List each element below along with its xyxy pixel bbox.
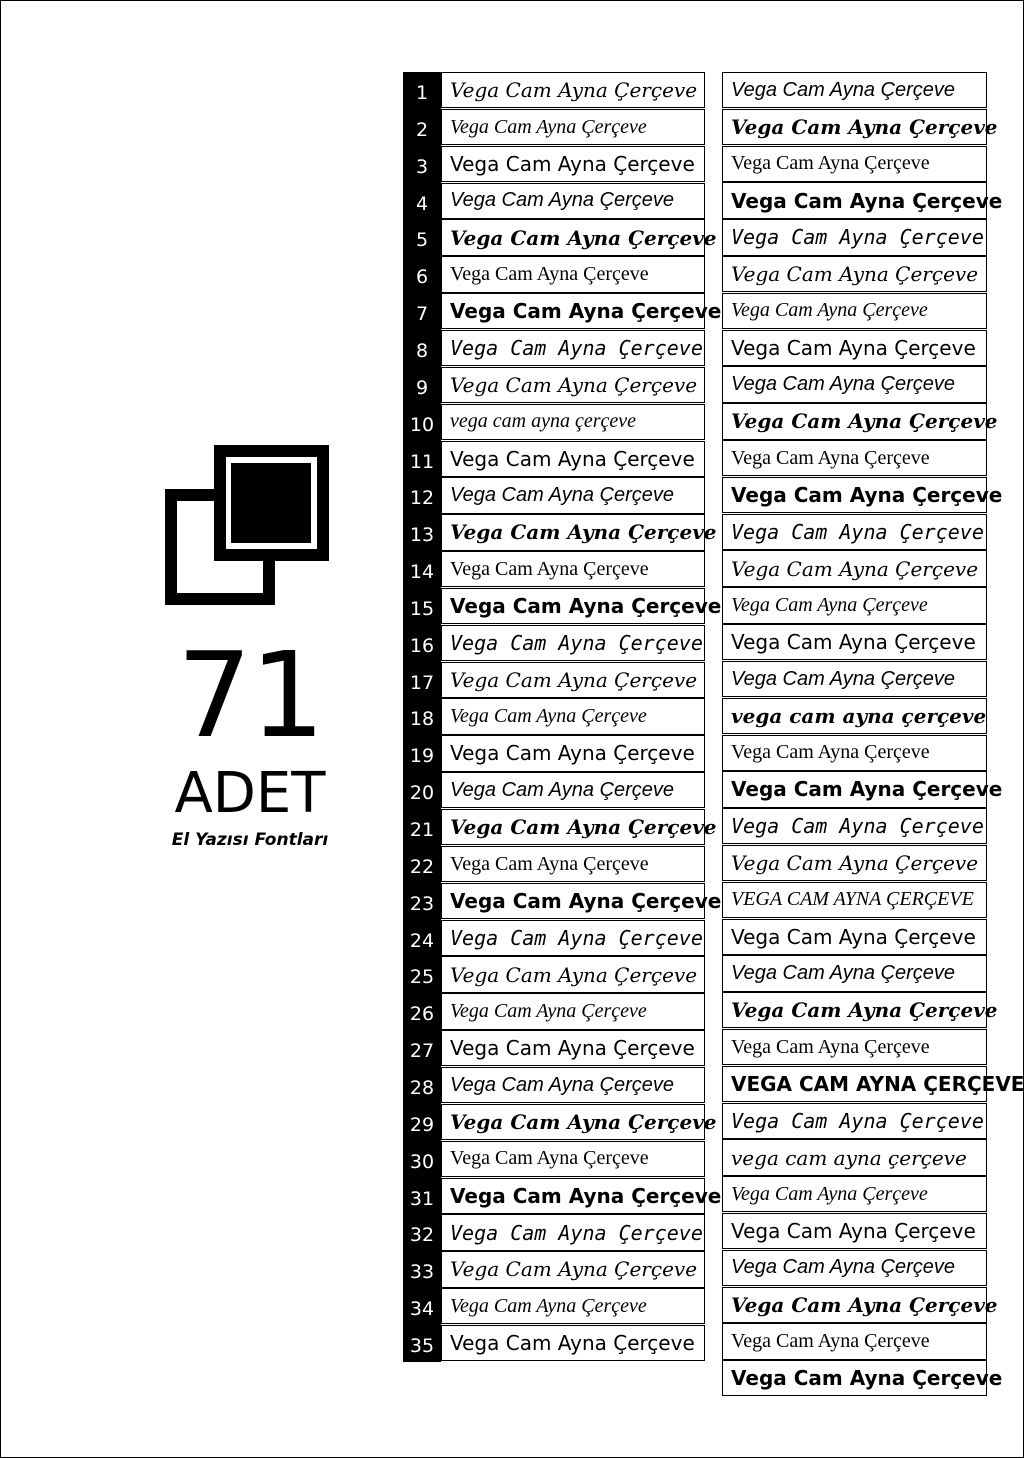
font-sample-right: Vega Cam Ayna Çerçeve — [722, 72, 987, 108]
font-sample-left: Vega Cam Ayna Çerçeve — [441, 109, 705, 145]
font-sample-left: Vega Cam Ayna Çerçeve — [441, 1141, 705, 1177]
font-sample-right: Vega Cam Ayna Çerçeve — [722, 403, 987, 439]
row-number: 34 — [409, 1298, 435, 1321]
row-number: 11 — [409, 450, 435, 473]
font-sample-left: Vega Cam Ayna Çerçeve — [441, 183, 705, 219]
font-sample-right: VEGA CAM AYNA ÇERÇEVE — [722, 1066, 987, 1102]
font-sample-left: Vega Cam Ayna Çerçeve — [441, 1178, 705, 1214]
font-sample-left: Vega Cam Ayna Çerçeve — [441, 1104, 705, 1140]
font-sample-right: Vega Cam Ayna Çerçeve — [722, 624, 987, 660]
font-sample-right: Vega Cam Ayna Çerçeve — [722, 293, 987, 329]
font-sample-right: Vega Cam Ayna Çerçeve — [722, 1213, 987, 1249]
font-sample-right: Vega Cam Ayna Çerçeve — [722, 735, 987, 771]
font-sample-right: Vega Cam Ayna Çerçeve — [722, 919, 987, 955]
font-sample-left: Vega Cam Ayna Çerçeve — [441, 477, 705, 513]
font-sample-right: Vega Cam Ayna Çerçeve — [722, 1323, 987, 1359]
font-sample-left: Vega Cam Ayna Çerçeve — [441, 735, 705, 771]
font-sample-right: Vega Cam Ayna Çerçeve — [722, 808, 987, 844]
font-sample-left: Vega Cam Ayna Çerçeve — [441, 956, 705, 992]
row-number: 25 — [409, 966, 435, 989]
row-number: 3 — [415, 155, 429, 178]
font-sample-right: Vega Cam Ayna Çerçeve — [722, 182, 987, 218]
row-number: 1 — [415, 82, 429, 104]
font-sample-right: Vega Cam Ayna Çerçeve — [722, 550, 987, 586]
row-number: 27 — [409, 1040, 435, 1063]
row-number: 17 — [409, 671, 435, 694]
row-number: 14 — [409, 561, 435, 584]
font-sample-left: Vega Cam Ayna Çerçeve — [441, 146, 705, 182]
font-sample-left: Vega Cam Ayna Çerçeve — [441, 993, 705, 1029]
row-number: 23 — [409, 892, 435, 915]
overlapping-squares-logo-icon — [165, 445, 329, 605]
row-number: 2 — [415, 118, 429, 141]
row-number: 18 — [409, 708, 435, 731]
font-sample-right: vega cam ayna çerçeve — [722, 698, 987, 734]
font-count-unit: ADET — [174, 761, 326, 826]
row-number: 9 — [415, 376, 429, 399]
font-sample-right: VEGA CAM AYNA ÇERÇEVE — [722, 882, 987, 918]
row-number: 13 — [409, 524, 435, 547]
row-number: 22 — [409, 855, 435, 878]
row-number: 33 — [409, 1261, 435, 1284]
font-sample-left: Vega Cam Ayna Çerçeve — [441, 1067, 705, 1103]
font-sample-right: Vega Cam Ayna Çerçeve — [722, 1360, 987, 1396]
font-sample-left: Vega Cam Ayna Çerçeve — [441, 1288, 705, 1324]
font-sample-left: Vega Cam Ayna Çerçeve — [441, 514, 705, 550]
logo-inner-square — [231, 463, 311, 543]
font-sample-left: Vega Cam Ayna Çerçeve — [441, 72, 705, 108]
row-number: 35 — [409, 1334, 435, 1357]
font-sample-left: Vega Cam Ayna Çerçeve — [441, 846, 705, 882]
font-sample-left: Vega Cam Ayna Çerçeve — [441, 772, 705, 808]
row-number: 10 — [409, 413, 435, 436]
row-number: 24 — [409, 929, 435, 952]
font-sample-right: Vega Cam Ayna Çerçeve — [722, 219, 987, 255]
font-sample-left: Vega Cam Ayna Çerçeve — [441, 1214, 705, 1250]
font-sample-left: Vega Cam Ayna Çerçeve — [441, 293, 705, 329]
row-number: 32 — [409, 1224, 435, 1247]
font-sample-right: Vega Cam Ayna Çerçeve — [722, 1287, 987, 1323]
row-number: 15 — [409, 597, 435, 620]
font-sample-left: Vega Cam Ayna Çerçeve — [441, 662, 705, 698]
font-sample-right: Vega Cam Ayna Çerçeve — [722, 440, 987, 476]
font-sample-right: Vega Cam Ayna Çerçeve — [722, 771, 987, 807]
font-sample-right: Vega Cam Ayna Çerçeve — [722, 477, 987, 513]
font-sample-right: Vega Cam Ayna Çerçeve — [722, 1029, 987, 1065]
row-number: 28 — [409, 1076, 435, 1099]
font-count-number: 71 — [176, 626, 324, 764]
font-sample-right: Vega Cam Ayna Çerçeve — [722, 661, 987, 697]
font-sample-right: Vega Cam Ayna Çerçeve — [722, 1250, 987, 1286]
font-sample-left: Vega Cam Ayna Çerçeve — [441, 256, 705, 292]
row-number: 8 — [415, 339, 429, 362]
font-sample-left: Vega Cam Ayna Çerçeve — [441, 219, 705, 255]
font-sample-left: Vega Cam Ayna Çerçeve — [441, 551, 705, 587]
row-number: 6 — [415, 266, 429, 289]
font-sample-left: Vega Cam Ayna Çerçeve — [441, 367, 705, 403]
row-number: 16 — [409, 634, 435, 657]
row-number: 20 — [409, 782, 435, 805]
font-sample-right: Vega Cam Ayna Çerçeve — [722, 992, 987, 1028]
font-sample-left: Vega Cam Ayna Çerçeve — [441, 698, 705, 734]
font-sample-right: Vega Cam Ayna Çerçeve — [722, 514, 987, 550]
font-sample-right: Vega Cam Ayna Çerçeve — [722, 955, 987, 991]
font-sample-left: Vega Cam Ayna Çerçeve — [441, 1251, 705, 1287]
row-number: 31 — [409, 1187, 435, 1210]
row-number: 30 — [409, 1150, 435, 1173]
font-sample-left: Vega Cam Ayna Çerçeve — [441, 809, 705, 845]
font-sample-left: Vega Cam Ayna Çerçeve — [441, 1030, 705, 1066]
font-sample-right: Vega Cam Ayna Çerçeve — [722, 256, 987, 292]
font-sample-left: Vega Cam Ayna Çerçeve — [441, 883, 705, 919]
font-sample-left: Vega Cam Ayna Çerçeve — [441, 330, 705, 366]
font-sample-left: vega cam ayna çerçeve — [441, 404, 705, 440]
font-sample-left: Vega Cam Ayna Çerçeve — [441, 588, 705, 624]
font-sample-right: vega cam ayna çerçeve — [722, 1139, 987, 1175]
font-sample-left: Vega Cam Ayna Çerçeve — [441, 1325, 705, 1361]
font-sample-left: Vega Cam Ayna Çerçeve — [441, 441, 705, 477]
font-sample-right: Vega Cam Ayna Çerçeve — [722, 1103, 987, 1139]
row-number: 21 — [409, 819, 435, 841]
row-number: 12 — [409, 487, 435, 510]
row-number: 19 — [409, 745, 435, 768]
font-sample-right: Vega Cam Ayna Çerçeve — [722, 1176, 987, 1212]
row-number: 5 — [415, 229, 429, 252]
font-sample-right: Vega Cam Ayna Çerçeve — [722, 845, 987, 881]
font-sample-left: Vega Cam Ayna Çerçeve — [441, 625, 705, 661]
row-number: 29 — [409, 1113, 435, 1136]
font-count-subtitle: El Yazısı Fontları — [171, 830, 329, 850]
row-number: 7 — [415, 303, 429, 326]
font-sample-right: Vega Cam Ayna Çerçeve — [722, 366, 987, 402]
row-number: 4 — [415, 192, 429, 215]
font-sample-left: Vega Cam Ayna Çerçeve — [441, 920, 705, 956]
font-sample-right: Vega Cam Ayna Çerçeve — [722, 330, 987, 366]
font-sample-right: Vega Cam Ayna Çerçeve — [722, 146, 987, 182]
row-number: 26 — [409, 1003, 435, 1026]
font-sample-right: Vega Cam Ayna Çerçeve — [722, 587, 987, 623]
font-sample-right: Vega Cam Ayna Çerçeve — [722, 109, 987, 145]
